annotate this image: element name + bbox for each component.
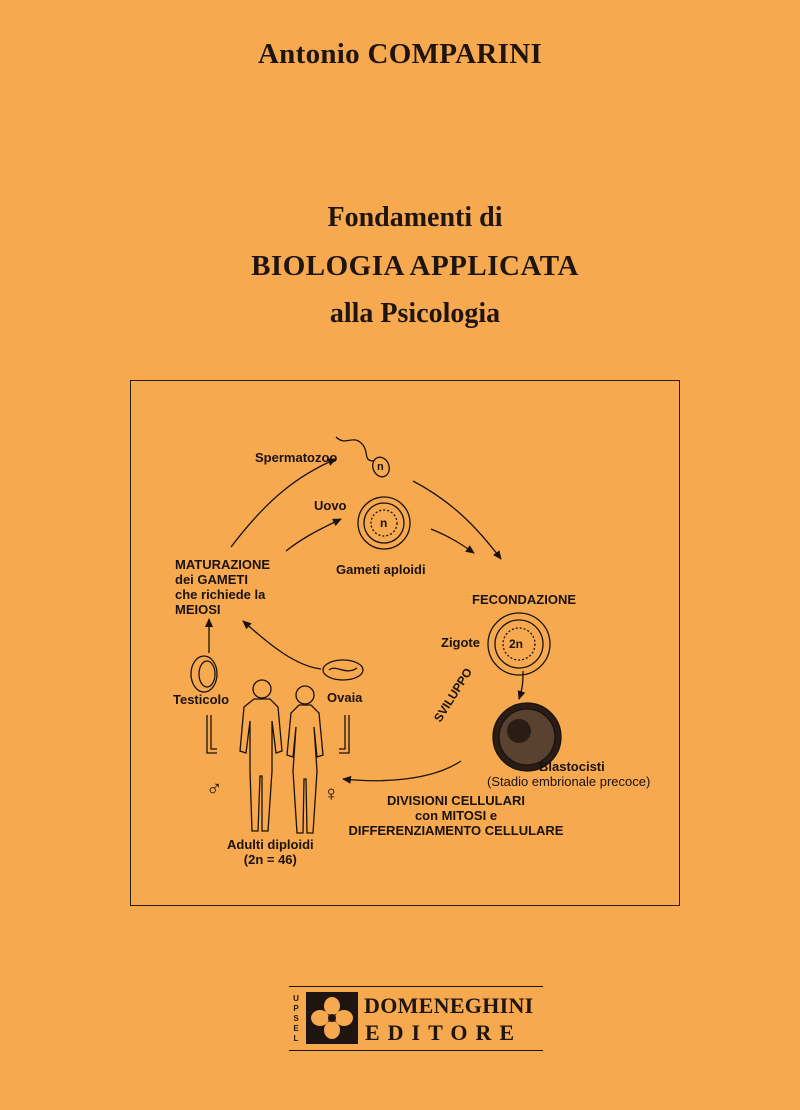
publisher-mark (289, 986, 543, 1052)
label-testicolo: Testicolo (173, 692, 230, 707)
life-cycle-diagram (130, 380, 680, 906)
title-line-3: alla Psicologia (329, 298, 501, 329)
label-uovo: Uovo (314, 498, 347, 513)
label-adulti: Adulti diploidi (2n = 46) (227, 837, 314, 867)
label-zygote-2n: 2n (509, 637, 524, 651)
label-divisioni: DIVISIONI CELLULARI con MITOSI e DIFFERENZIAMENTO CELLULARE (348, 793, 564, 838)
publisher-rule-top (289, 986, 543, 987)
label-gameti-aploidi: Gameti aploidi (336, 562, 426, 577)
series-label: U P S E L (293, 994, 299, 1043)
label-zigote: Zigote (441, 635, 480, 650)
label-sviluppo: SVILUPPO (431, 665, 476, 725)
publisher-logo-icon (306, 992, 358, 1044)
publisher-editore: EDITORE (365, 1020, 523, 1045)
book-title (0, 198, 800, 334)
publisher-rule-bottom (289, 1050, 543, 1051)
label-fecondazione: FECONDAZIONE (472, 592, 576, 607)
title-line-1: Fondamenti di (327, 202, 503, 233)
label-maturazione: MATURAZIONE dei GAMETI che richiede la MEIOSI (175, 557, 271, 617)
ovary-icon (323, 660, 363, 680)
male-figure-icon (240, 680, 282, 831)
female-figure-icon (287, 686, 323, 833)
testicle-icon (191, 656, 217, 692)
label-spermatozoo: Spermatozoo (255, 450, 338, 465)
title-line-2: BIOLOGIA APPLICATA (251, 250, 579, 282)
label-ovaia: Ovaia (327, 690, 363, 705)
female-symbol: ♀ (323, 781, 340, 806)
label-sperm-n: n (377, 461, 384, 473)
male-symbol: ♂ (206, 776, 223, 801)
author: Antonio COMPARINI (257, 38, 543, 70)
label-stadio: (Stadio embrionale precoce) (487, 774, 651, 789)
label-blastocisti: Blastocisti (539, 759, 605, 774)
publisher-name: DOMENEGHINI (364, 993, 534, 1018)
label-egg-n: n (380, 516, 388, 530)
